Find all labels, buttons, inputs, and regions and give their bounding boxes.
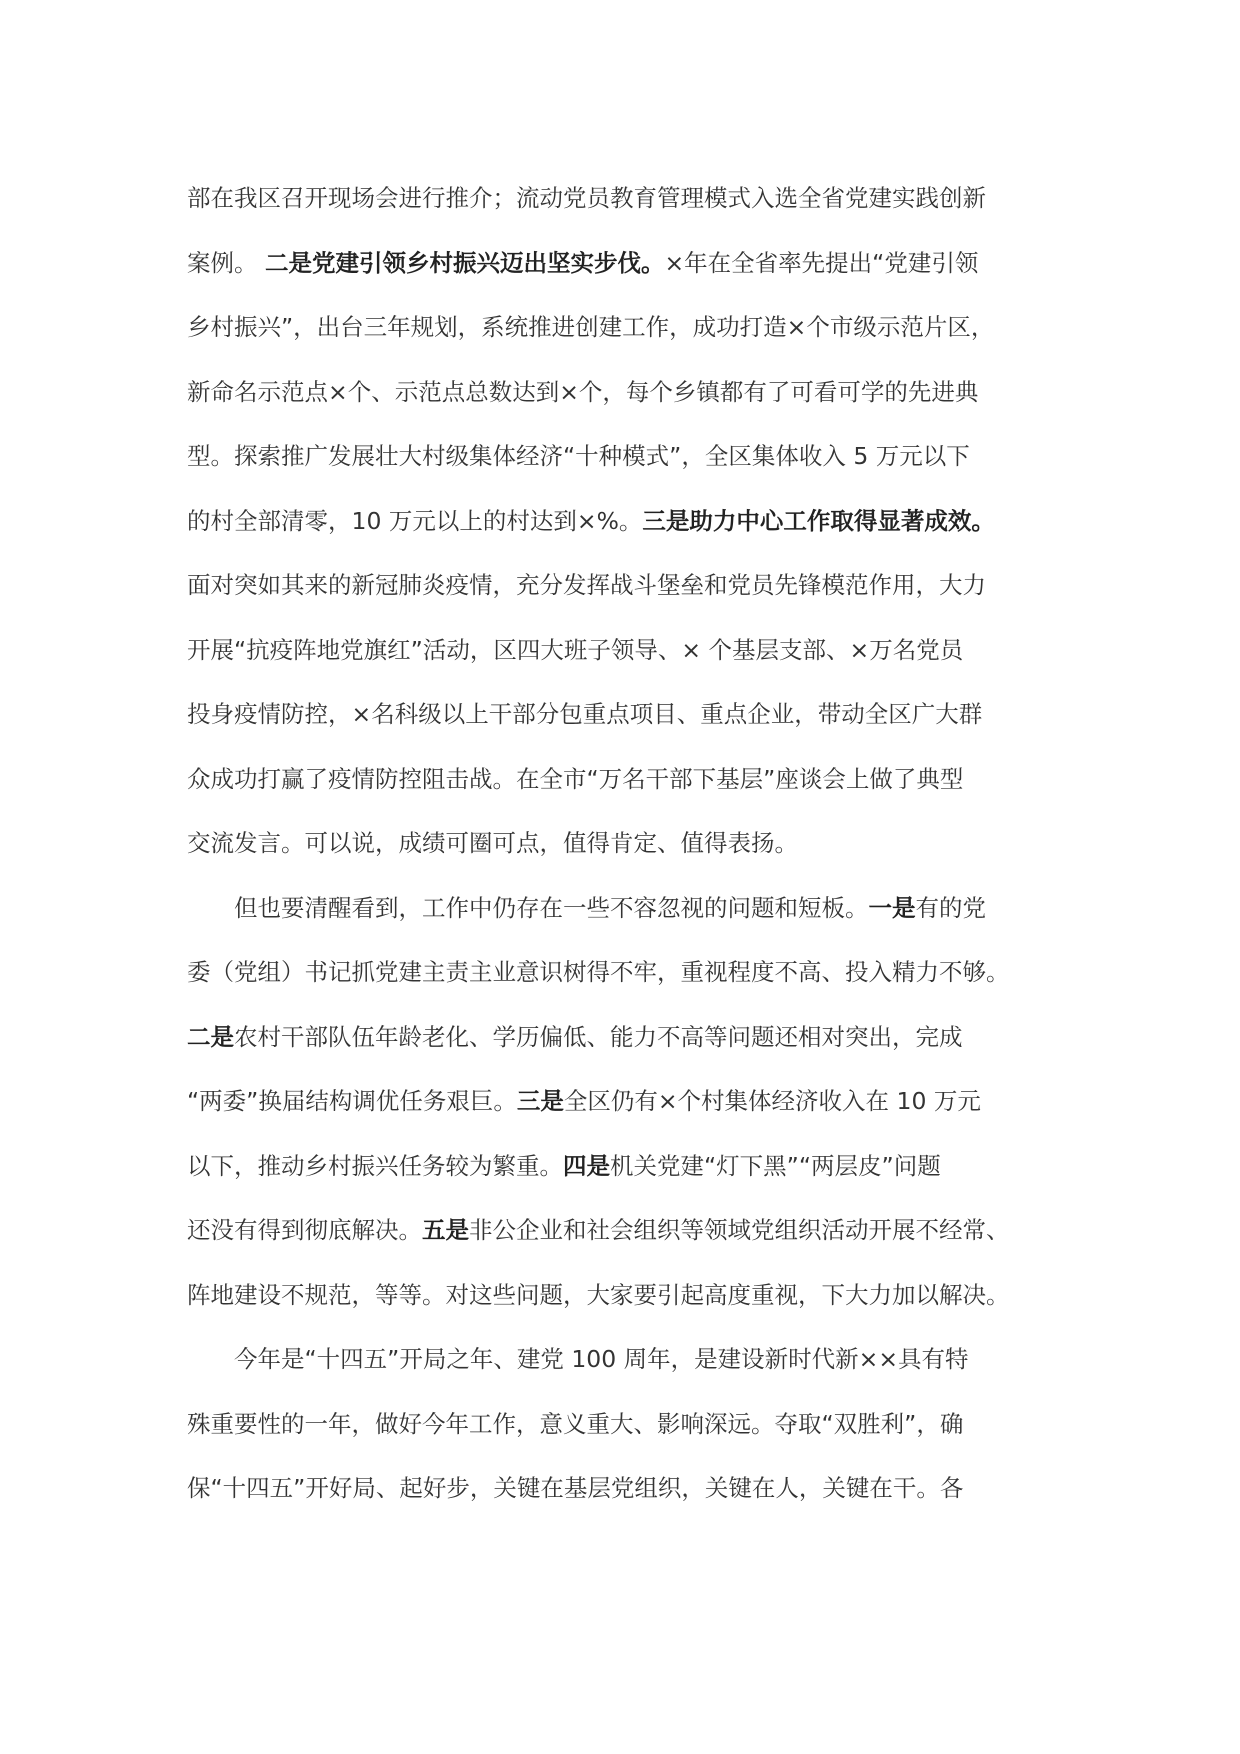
text-segment: 以下，推动乡村振兴任务较为繁重。 — [187, 1151, 563, 1180]
bold-heading-segment: 二是党建引领乡村振兴迈出坚实步伐。 — [264, 248, 665, 277]
text-segment: 阵地建设不规范，等等。对这些问题，大家要引起高度重视，下大力加以解决。 — [187, 1280, 1010, 1309]
text-segment: 面对突如其来的新冠肺炎疫情，充分发挥战斗堡垒和党员先锋模范作用，大力 — [187, 571, 986, 599]
bold-heading-segment: 三是助力中心工作取得显著成效。 — [642, 506, 995, 535]
text-segment: 开展“抗疫阵地党旗红”活动，区四大班子领导、× 个基层支部、×万名党员 — [187, 635, 964, 664]
text-segment: 保“十四五”开好局、起好步，关键在基层党组织，关键在人，关键在干。各 — [187, 1474, 964, 1502]
bold-heading-segment: 一是 — [868, 893, 916, 922]
text-line — [187, 1263, 1087, 1328]
text-segment: 全区仍有×个村集体经济收入在 10 万元 — [563, 1087, 981, 1115]
body-text — [187, 166, 1087, 1521]
text-line — [187, 618, 1087, 683]
bold-heading-segment: 五是 — [422, 1216, 469, 1244]
text-line — [187, 489, 1087, 554]
text-segment: 还没有得到彻底解决。 — [187, 1216, 422, 1244]
text-line — [187, 811, 1087, 876]
text-segment: 型。探索推广发展壮大村级集体经济“十种模式”，全区集体收入 5 万元以下 — [187, 442, 970, 470]
text-segment: “两委”换届结构调优任务艰巨。 — [187, 1087, 517, 1115]
text-line — [187, 1392, 1087, 1457]
text-segment: 案例。 — [187, 248, 265, 277]
text-line — [187, 1327, 1087, 1392]
bold-heading-segment: 三是 — [516, 1087, 564, 1115]
text-line — [187, 360, 1087, 425]
text-segment: 交流发言。可以说，成绩可圈可点，值得肯定、值得表扬。 — [187, 829, 798, 857]
text-segment: 新命名示范点×个、示范点总数达到×个，每个乡镇都有了可看可学的先进典 — [187, 377, 979, 406]
text-line — [187, 166, 1087, 231]
text-segment: 农村干部队伍年龄老化、学历偏低、能力不高等问题还相对突出，完成 — [234, 1022, 963, 1051]
text-line — [187, 682, 1087, 747]
text-line — [187, 1456, 1087, 1521]
text-line — [187, 940, 1087, 1005]
text-line — [187, 1069, 1087, 1134]
text-segment: 的村全部清零，10 万元以上的村达到×%。 — [187, 506, 643, 535]
text-line — [187, 876, 1087, 941]
text-segment: 乡村振兴”，出台三年规划，系统推进创建工作，成功打造×个市级示范片区， — [187, 313, 995, 341]
text-segment: 今年是“十四五”开局之年、建党 100 周年，是建设新时代新××具有特 — [234, 1345, 969, 1373]
text-line — [187, 295, 1087, 360]
text-segment: 机关党建“灯下黑”“两层皮”问题 — [610, 1151, 941, 1180]
text-segment: 但也要清醒看到，工作中仍存在一些不容忽视的问题和短板。 — [234, 893, 869, 922]
text-line — [187, 231, 1087, 296]
text-segment: 委（党组）书记抓党建主责主业意识树得不牢，重视程度不高、投入精力不够。 — [187, 958, 1010, 986]
text-segment: 殊重要性的一年，做好今年工作，意义重大、影响深远。夺取“双胜利”，确 — [187, 1409, 964, 1438]
text-line — [187, 1198, 1087, 1263]
text-segment: 投身疫情防控，×名科级以上干部分包重点项目、重点企业，带动全区广大群 — [187, 700, 983, 728]
bold-heading-segment: 四是 — [563, 1151, 610, 1180]
text-segment: 有的党 — [915, 893, 986, 922]
text-segment: 非公企业和社会组织等领域党组织活动开展不经常、 — [469, 1216, 1010, 1244]
text-segment: 部在我区召开现场会进行推介；流动党员教育管理模式入选全省党建实践创新 — [187, 184, 986, 212]
text-line — [187, 1005, 1087, 1070]
text-segment: ×年在全省率先提出“党建引领 — [664, 248, 979, 277]
bold-heading-segment: 二是 — [187, 1022, 234, 1051]
text-line — [187, 424, 1087, 489]
text-line — [187, 747, 1087, 812]
text-segment: 众成功打赢了疫情防控阻击战。在全市“万名干部下基层”座谈会上做了典型 — [187, 764, 964, 793]
text-line — [187, 553, 1087, 618]
text-line — [187, 1134, 1087, 1199]
